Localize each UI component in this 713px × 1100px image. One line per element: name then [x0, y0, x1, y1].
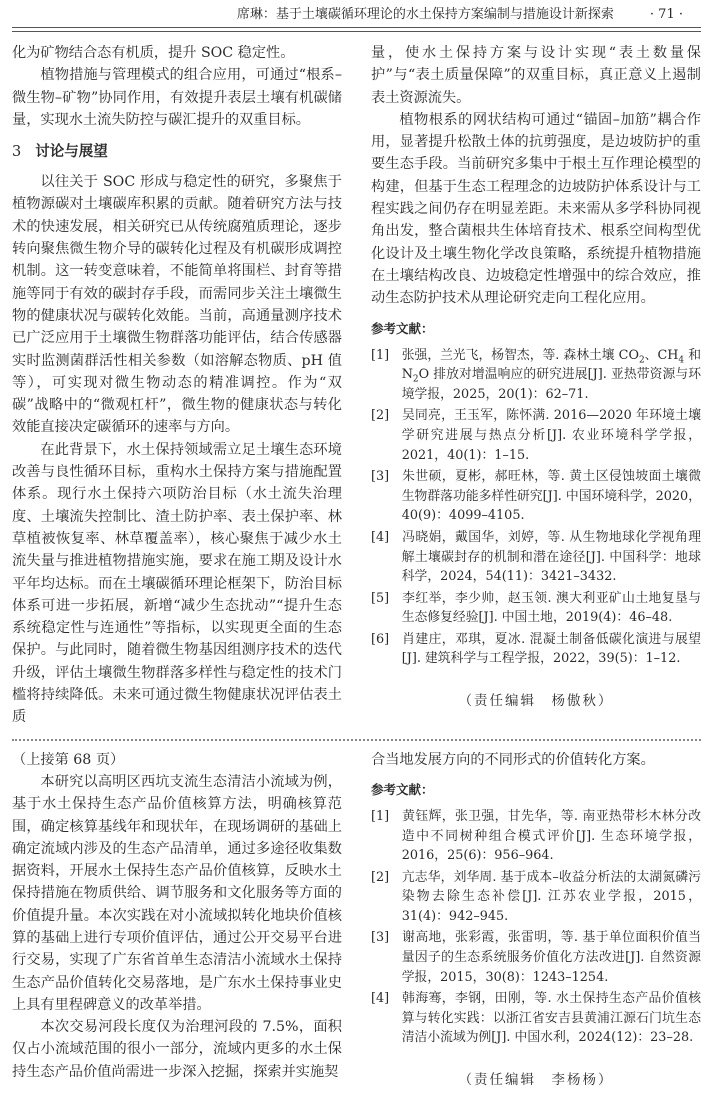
bottom-right-column	[371, 749, 701, 1090]
reference-index: [2]	[371, 408, 390, 424]
continued-note: （上接第 68 页）	[12, 751, 125, 768]
reference-item	[371, 528, 701, 587]
running-title: 席琳：基于土壤碳循环理论的水土保持方案编制与措施设计新探索	[236, 7, 614, 22]
reference-item	[371, 928, 701, 987]
reference-item	[371, 589, 701, 628]
reference-item	[371, 467, 701, 526]
reference-text: 韩海骞，李钢，田刚，等. 水土保持生态产品价值核算与转化实践：以浙江省安吉县黄浦江源石门坑生态清洁小流域为例[J]. 中国水利，2024(12)：23–28.	[401, 991, 701, 1046]
reference-index: [4]	[371, 529, 390, 545]
references-heading: 参考文献：	[371, 781, 434, 797]
section-title: 讨论与展望	[35, 143, 108, 161]
reference-item	[371, 868, 701, 927]
paragraph: 植物措施与管理模式的组合应用，可通过“根系–微生物–矿物”协同作用，有效提升表层土壤有机碳储量，实现水土流失防控与碳汇提升的双重目标。	[12, 67, 342, 128]
reference-item	[371, 989, 701, 1048]
paragraph: 合当地发展方向的不同形式的价值转化方案。	[371, 751, 655, 768]
reference-text: 张强，兰光飞，杨智杰，等. 森林土壤 CO	[401, 347, 639, 363]
reference-text: 和 N	[401, 347, 701, 383]
paragraph: 以往关于 SOC 形成与稳定性的研究，多聚焦于植物源碳对土壤碳库积累的贡献。随着研究方法与技术的快速发展，相关研究已从传统腐殖质理论，逐步转向聚焦微生物介导的碳转化过程及有机碳形成调控机制。这一转变意味着，不能简单将围栏、封育等措施等同于有效的碳封存手段，而需同步关注土壤微生物的健康状况与碳转化效能。当前，高通量测序技术已广泛应用于土壤微生物群落功能评估，结合传感器实时监测菌群活性相关参数（如溶解态物质、pH 值等），可实现对微生物动态的精准调控。作为“双碳”战略中的“微观杠杆”，微生物的健康状态与转化效能直接决定碳循环的速率与方向。	[12, 174, 342, 436]
section-number: 3	[12, 144, 22, 161]
paragraph: 在此背景下，水土保持领域需立足土壤生态环境改善与良性循环目标，重构水土保持方案与措施配置体系。现行水土保持六项防治目标（水土流失治理度、土壤流失控制比、渣土防护率、表土保护率、林草植被恢复率、林草覆盖率），核心聚焦于减少水土流失量与推进植物措施实施，要求在施工期及设计水平年均达标。而在土壤碳循环理论框架下，防治目标体系可进一步拓展，新增“减少生态扰动”“提升生态系统稳定性与连通性”等指标，以实现更全面的生态保护。与此同时，随着微生物基因组测序技术的迭代升级，评估土壤微生物群落多样性与稳定性的技术门槛将持续降低。未来可通过微生物健康状况评估表土质	[12, 441, 342, 726]
reference-index: [1]	[371, 808, 390, 824]
reference-text: 冯晓娟，戴国华，刘婷，等. 从生物地球化学视角理解土壤碳封存的机制和潜在途径[J]. 中国科学：地球科学，2024，54(11)：3421–3432.	[401, 529, 701, 585]
reference-index: [3]	[371, 469, 390, 485]
reference-text: O 排放对增温响应的研究进展[J]. 亚热带资源与环境学报，2025，20(1)：62–71.	[401, 367, 701, 402]
subscript: 2	[638, 355, 645, 366]
responsible-editor: （责任编辑 杨傲秋）	[458, 693, 614, 710]
running-header	[12, 0, 701, 27]
paragraph: 化为矿物结合态有机质，提升 SOC 稳定性。	[12, 45, 295, 61]
reference-index: [1]	[371, 347, 390, 363]
reference-text: 吴同亮，王玉军，陈怀满. 2016—2020 年环境土壤学研究进展与热点分析[J]. 农业环境科学学报，2021，40(1)：1–15.	[401, 408, 701, 463]
top-left-column	[12, 42, 342, 729]
paragraph: 本次交易河段长度仅为治理河段的 7.5%，面积仅占小流域范围的很小一部分，流域内更多的水土保持生态产品价值尚需进一步深入挖掘，探索并实施契	[12, 1019, 342, 1080]
references-heading: 参考文献：	[371, 320, 434, 336]
reference-text: 谢高地，张彩霞，张雷明，等. 基于单位面积价值当量因子的生态系统服务价值化方法改进[J]. 自然资源学报，2015，30(8)：1243–1254.	[401, 930, 701, 985]
subscript: 2	[412, 374, 419, 385]
reference-text: 朱世硕，夏彬，郝旺林，等. 黄土区侵蚀坡面土壤微生物群落功能多样性研究[J]. 中国环境科学，2020，40(9)：4099–4105.	[401, 469, 701, 524]
reference-text: 肖建庄，邓琪，夏冰. 混凝土制备低碳化演进与展望[J]. 建筑科学与工程学报，2022，39(5)：1–12.	[401, 631, 701, 667]
section-heading	[12, 141, 342, 163]
subscript: 4	[678, 355, 685, 366]
reference-text: 黄钰辉，张卫强，甘先华，等. 南亚热带杉木林分改造中不同树种组合模式评价[J]. 生态环境学报，2016，25(6)：956–964.	[401, 808, 701, 864]
page-number: · 71 ·	[649, 7, 683, 22]
bottom-article-section	[12, 741, 701, 1100]
reference-item	[371, 630, 701, 669]
top-article-section	[12, 32, 701, 729]
reference-text: 、CH	[644, 347, 679, 363]
reference-item	[371, 406, 701, 465]
reference-list	[371, 807, 701, 1048]
paragraph: 植物根系的网状结构可通过“锚固–加筋”耦合作用，显著提升松散土体的抗剪强度，是边坡防护的重要生态手段。当前研究多集中于根土互作理论模型的构建，但基于生态工程理念的边坡防护体系设计与工程实践之间仍存在明显差距。未来需从多学科协同视角出发，整合菌根共生体培育技术、根系空间构型优化设计及土壤生物化学改良策略，系统提升植物措施在土壤结构改良、边坡稳定性增强中的综合效应，推动生态防护技术从理论研究走向工程化应用。	[371, 111, 701, 307]
responsible-editor: （责任编辑 李杨杨）	[458, 1072, 614, 1089]
paragraph: 量，使水土保持方案与设计实现“表土数量保护”与“表土质量保障”的双重目标，真正意义上遏制表土资源流失。	[371, 45, 701, 106]
reference-index: [6]	[371, 631, 390, 647]
top-right-column	[371, 42, 701, 711]
bottom-left-column	[12, 749, 342, 1083]
reference-index: [3]	[371, 930, 390, 946]
reference-index: [4]	[371, 991, 390, 1007]
reference-item	[371, 346, 701, 405]
reference-index: [5]	[371, 590, 390, 606]
reference-index: [2]	[371, 869, 390, 885]
reference-text: 亢志华，刘华周. 基于成本–收益分析法的太湖氮磷污染物去除生态补偿[J]. 江苏农业学报，2015，31(4)：942–945.	[401, 869, 701, 924]
paragraph: 本研究以高明区西坑支流生态清洁小流域为例，基于水土保持生态产品价值核算方法，明确核算范围，确定核算基线年和现状年，在现场调研的基础上确定流域内涉及的生态产品清单，通过多途径收集数据资料，开展水土保持生态产品价值核算，反映水土保持措施在物质供给、调节服务和文化服务等方面的价值提升量。本次实践在对小流域拟转化地块价值核算的基础上进行专项价值评估，通过公开交易平台进行交易，实现了广东省首单生态清洁小流域水土保持生态产品价值转化交易落地，是广东水土保持事业史上具有里程碑意义的改革举措。	[12, 773, 342, 1013]
reference-item	[371, 807, 701, 866]
reference-text: 李红举，李少帅，赵玉领. 澳大利亚矿山土地复垦与生态修复经验[J]. 中国土地，2019(4)：46–48.	[401, 590, 701, 626]
reference-list	[371, 346, 701, 670]
